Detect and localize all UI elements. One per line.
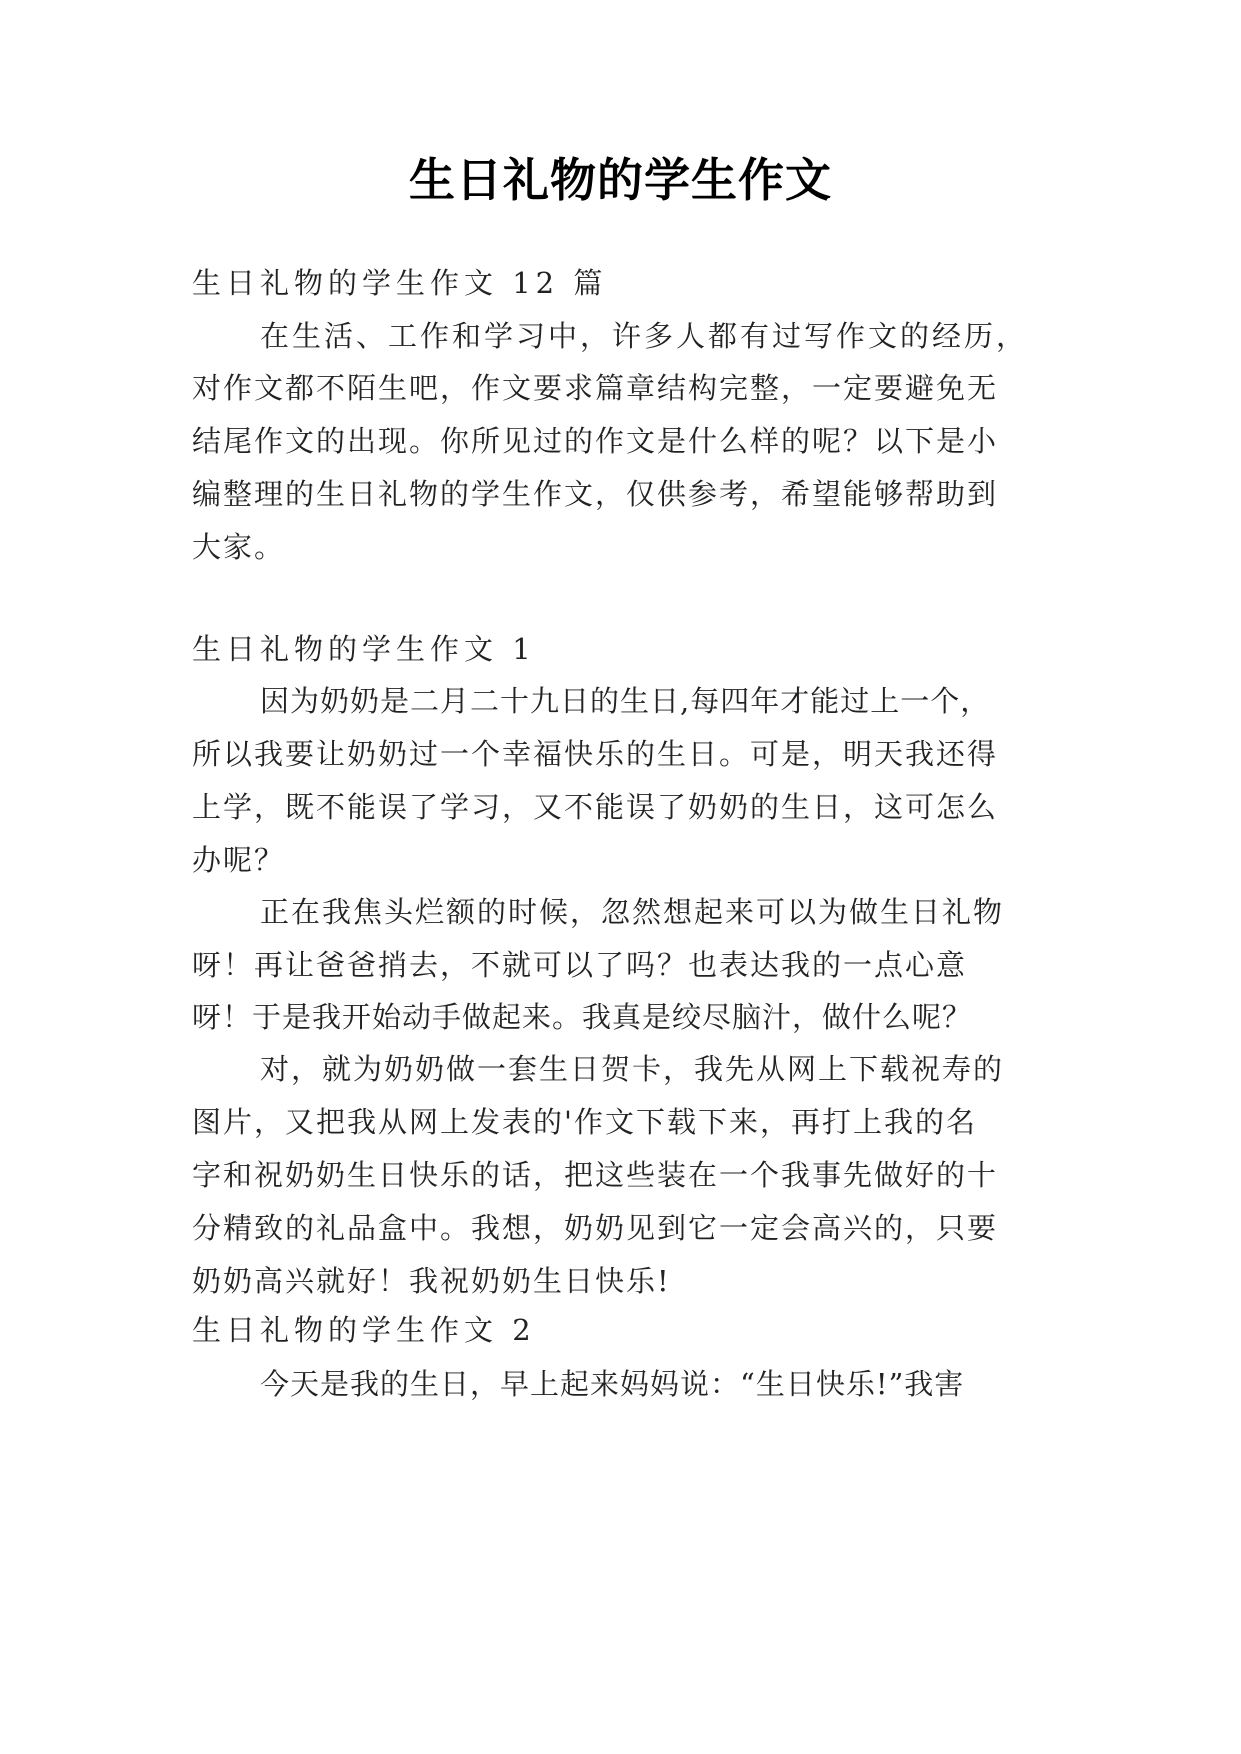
- intro-line-2: 对作文都不陌生吧，作文要求篇章结构完整，一定要避免无: [192, 371, 999, 405]
- essay1-p3-line-1: 对，就为奶奶做一套生日贺卡，我先从网上下载祝寿的: [260, 1052, 1005, 1086]
- intro-line-5: 大家。: [192, 530, 286, 564]
- essay1-p2-line-1: 正在我焦头烂额的时候，忽然想起来可以为做生日礼物: [260, 895, 1005, 929]
- essay1-p1-line-2: 所以我要让奶奶过一个幸福快乐的生日。可是，明天我还得: [192, 737, 999, 771]
- essay1-p1-line-4: 办呢？: [192, 843, 286, 877]
- intro-line-1: 在生活、工作和学习中，许多人都有过写作文的经历，: [260, 319, 1029, 353]
- intro-line-3: 结尾作文的出现。你所见过的作文是什么样的呢？以下是小: [192, 424, 999, 458]
- essay1-p3-line-2: 图片，又把我从网上发表的'作文下载下来，再打上我的名: [192, 1105, 977, 1139]
- essay1-p1-line-1: 因为奶奶是二月二十九日的生日,每四年才能过上一个，: [260, 684, 991, 718]
- essay1-p2-line-3: 呀！于是我开始动手做起来。我真是绞尽脑汁，做什么呢？: [192, 1000, 973, 1034]
- essay2-p1-line-1: 今天是我的生日，早上起来妈妈说：“生日快乐!”我害: [260, 1367, 965, 1401]
- essay1-p3-line-5: 奶奶高兴就好！我祝奶奶生日快乐!: [192, 1264, 671, 1298]
- document-title: 生日礼物的学生作文: [409, 153, 832, 207]
- intro-heading: 生日礼物的学生作文 12 篇: [192, 266, 608, 300]
- essay1-p2-line-2: 呀！再让爸爸捎去，不就可以了吗？也表达我的一点心意: [192, 948, 968, 982]
- essay1-p1-line-3: 上学，既不能误了学习，又不能误了奶奶的生日，这可怎么: [192, 790, 999, 824]
- essay1-p3-line-4: 分精致的礼品盒中。我想，奶奶见到它一定会高兴的，只要: [192, 1211, 999, 1245]
- intro-line-4: 编整理的生日礼物的学生作文，仅供参考，希望能够帮助到: [192, 477, 999, 511]
- essay2-heading: 生日礼物的学生作文 2: [192, 1313, 536, 1347]
- essay1-p3-line-3: 字和祝奶奶生日快乐的话，把这些装在一个我事先做好的十: [192, 1158, 999, 1192]
- essay1-heading: 生日礼物的学生作文 1: [192, 632, 536, 666]
